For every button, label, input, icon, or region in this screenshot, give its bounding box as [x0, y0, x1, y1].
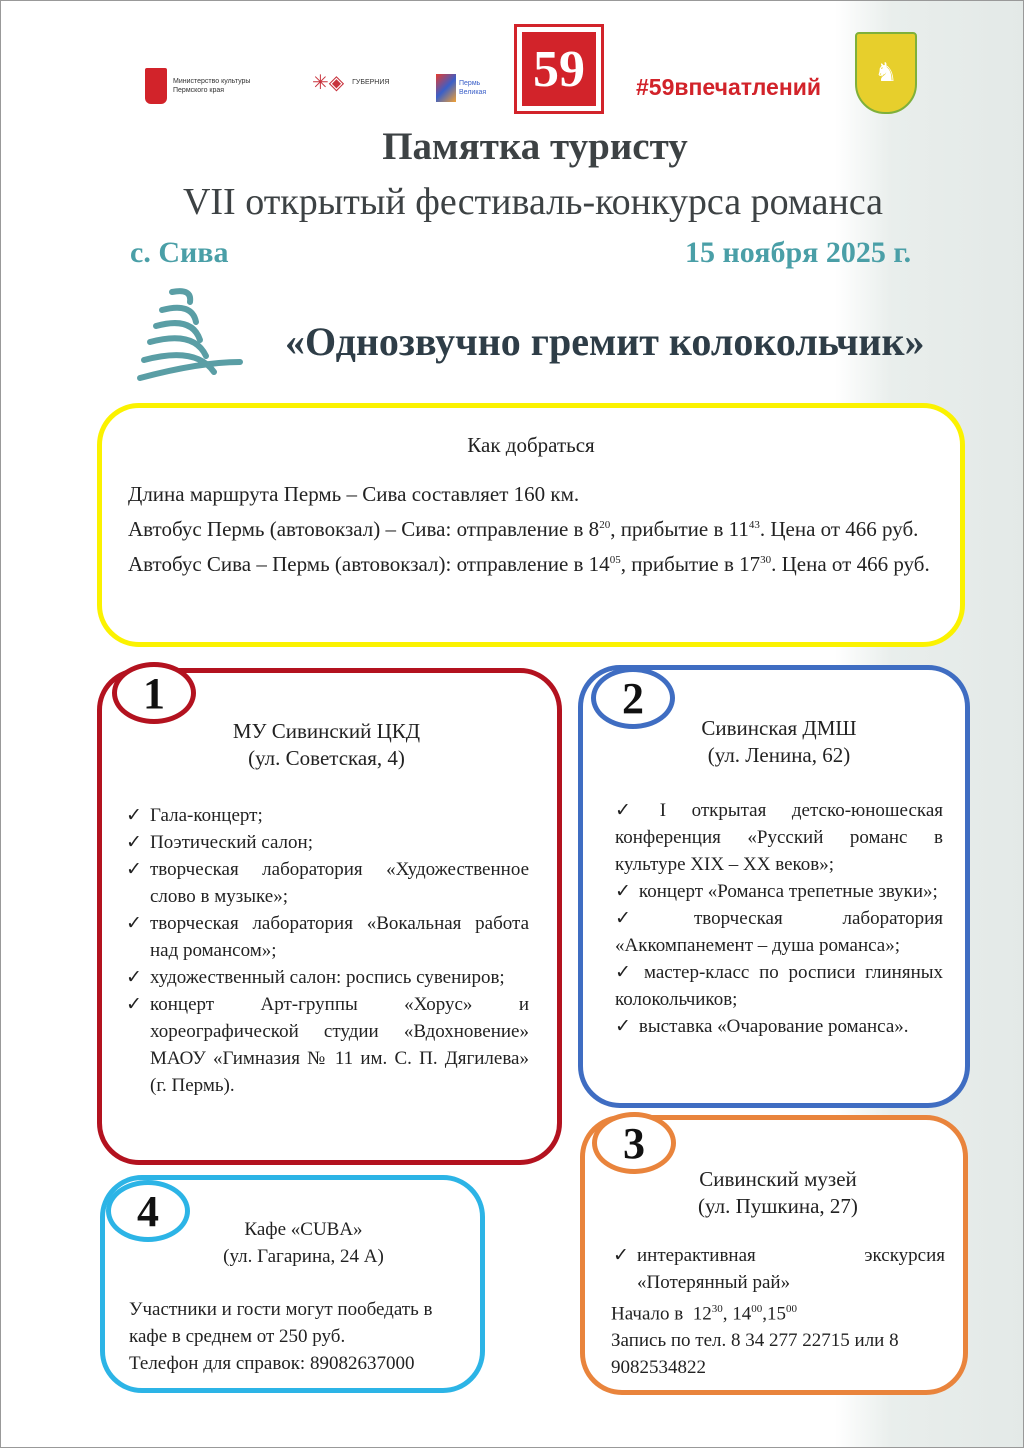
venue-name: Сивинский музей: [699, 1167, 857, 1191]
subtitle: VII открытый фестиваль-конкурса романса: [182, 181, 884, 223]
route-heading: Как добраться: [467, 433, 595, 457]
route-box: [97, 403, 965, 647]
number-badge-4: 4: [106, 1180, 190, 1242]
place: с. Сива: [130, 236, 229, 269]
venue-name: МУ Сивинский ЦКД: [232, 719, 421, 743]
page-title: Памятка туристу: [382, 125, 688, 168]
perm-logo: Пермь Великая: [436, 74, 493, 102]
venue-2-box: [578, 665, 970, 1108]
venue-address: (ул. Советская, 4): [248, 746, 405, 770]
list-item: ✓ концерт Арт-группы «Хорус» и хореографической студии «Вдохновение» МАОУ «Гимназия № 11 им. С. П. Дягилева» (г. Пермь).: [124, 991, 529, 1099]
venue-1-box: [97, 668, 562, 1165]
list-item: ✓ Гала-концерт;: [124, 802, 529, 829]
venue-address: (ул. Пушкина, 27): [698, 1194, 858, 1218]
list-item: ✓ выставка «Очарование романса».: [615, 1013, 943, 1040]
list-item: ✓ творческая лаборатория «Художественное слово в музыке»;: [124, 856, 529, 910]
venue-name: Кафе «CUBA»: [244, 1219, 363, 1240]
list-item: ✓ Поэтический салон;: [124, 829, 529, 856]
number-badge-3: 3: [592, 1112, 676, 1174]
list-item: ✓ мастер-класс по росписи глиняных колокольчиков;: [615, 959, 943, 1013]
list-item: ✓ I открытая детско-юношеская конференция «Русский романс в культуре XIX – XX веков»;: [615, 797, 943, 878]
bell-icon: [132, 282, 244, 394]
59-logo: 59: [514, 24, 604, 114]
list-item: ✓ творческая лаборатория «Аккомпанемент – душа романса»;: [615, 905, 943, 959]
list-item: ✓ творческая лаборатория «Вокальная работа над романсом»;: [124, 910, 529, 964]
coat-of-arms-icon: ♞: [855, 32, 917, 114]
bear-icon: [436, 74, 456, 102]
hashtag: #59впечатлений: [636, 74, 821, 100]
ornament-icon: ✳◈: [312, 72, 345, 94]
number-badge-2: 2: [591, 667, 675, 729]
cafe-phone: Телефон для справок: 89082637000: [129, 1353, 415, 1374]
route-length: Длина маршрута Пермь – Сива составляет 160 км.: [128, 482, 580, 506]
festival-name: «Однозвучно гремит колокольчик»: [285, 319, 925, 364]
list-item: ✓ концерт «Романса трепетные звуки»;: [615, 878, 943, 905]
date: 15 ноября 2025 г.: [685, 236, 912, 269]
gubernia-logo: ✳◈ ГУБЕРНИЯ: [312, 72, 390, 94]
ministry-logo: Министерство культуры Пермского края: [145, 68, 273, 104]
venue-address: (ул. Гагарина, 24 А): [223, 1246, 384, 1267]
number-badge-1: 1: [112, 662, 196, 724]
route-bus-to-siva: Автобус Пермь (автовокзал) – Сива: отправление в $8^{20}$, прибытие в $11^{43}$. Цена от 466 руб.: [128, 517, 919, 541]
route-bus-to-perm: Автобус Сива – Пермь (автовокзал): отправление в $14^{05}$, прибытие в $17^{30}$. Цена от 466 руб.: [128, 552, 930, 576]
list-item: ✓ интерактивная экскурсия «Потерянный рай»: [611, 1242, 945, 1296]
list-item: ✓ художественный салон: роспись сувениров;: [124, 964, 529, 991]
start-times: Начало в $12^{30}$, $14^{00},15^{00}$: [611, 1303, 798, 1325]
phone: Запись по тел. 8 34 277 22715 или 8 9082534822: [611, 1330, 899, 1379]
venue-name: Сивинская ДМШ: [701, 716, 857, 740]
cafe-info: Участники и гости могут пообедать в кафе в среднем от 250 руб.: [129, 1299, 433, 1347]
perm-crest-icon: [145, 68, 167, 104]
venue-address: (ул. Ленина, 62): [707, 743, 851, 767]
